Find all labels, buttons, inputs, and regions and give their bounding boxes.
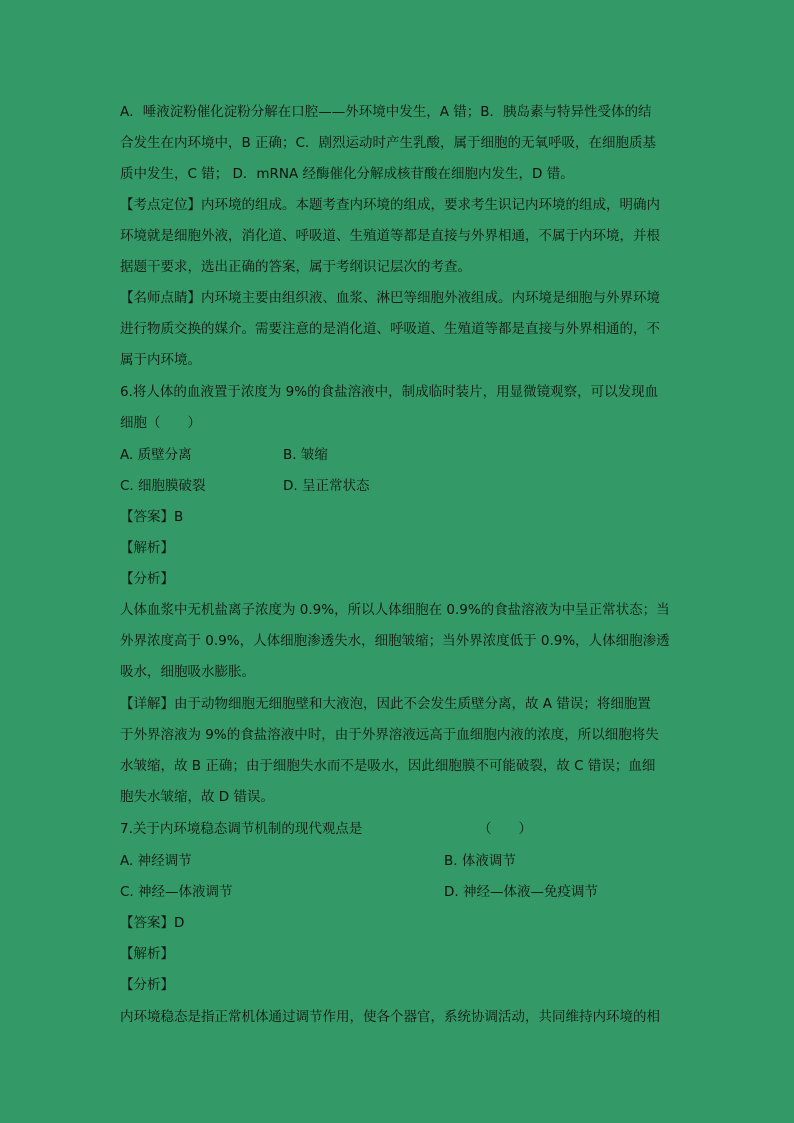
q6-fenxi-heading: 【分析】 [120,571,174,587]
q6-option-a: A. 质壁分离 [120,447,192,463]
q7-option-c: C. 神经—体液调节 [120,884,233,900]
q7-option-b: B. 体液调节 [444,853,516,869]
q7-stem: 7.关于内环境稳态调节机制的现代观点是 [120,821,363,837]
q6-stem-line: 细胞（ ） [120,415,201,431]
q6-option-d: D. 呈正常状态 [283,478,370,494]
q5-analysis-line: 质中发生，C 错； D．mRNA 经酶催化分解成核苷酸在细胞内发生，D 错。 [120,166,574,182]
q7-jiexi-heading: 【解析】 [120,946,174,962]
q5-kaodian-line: 【考点定位】内环境的组成。本题考查内环境的组成，要求考生识记内环境的组成，明确内 [120,197,660,213]
q7-fenxi-heading: 【分析】 [120,977,174,993]
q6-xiangjie-line: 水皱缩，故 B 正确；由于细胞失水而不是吸水，因此细胞膜不可能破裂，故 C 错误；血细 [120,758,656,774]
q5-mingshi-line: 进行物质交换的媒介。需要注意的是消化道、呼吸道、生殖道等都是直接与外界相通的，不 [120,321,660,337]
q5-kaodian-line: 据题干要求，选出正确的答案，属于考纲识记层次的考查。 [120,259,471,275]
q7-option-a: A. 神经调节 [120,853,192,869]
q7-answer: 【答案】D [120,915,185,931]
q6-fenxi-line: 外界浓度高于 0.9%，人体细胞渗透失水，细胞皱缩；当外界浓度低于 0.9%，人体细胞渗透 [120,633,670,649]
q6-xiangjie-line: 【详解】由于动物细胞无细胞壁和大液泡，因此不会发生质壁分离，故 A 错误；将细胞置 [120,696,651,712]
q6-answer: 【答案】B [120,509,184,525]
q6-stem-line: 6.将人体的血液置于浓度为 9%的食盐溶液中，制成临时装片，用显微镜观察，可以发现血 [120,384,659,400]
q7-answer-paren: （ ） [478,821,532,837]
q7-fenxi-line: 内环境稳态是指正常机体通过调节作用，使各个器官，系统协调活动，共同维持内环境的相 [120,1009,660,1025]
q5-analysis-line: 合发生在内环境中，B 正确；C．剧烈运动时产生乳酸，属于细胞的无氧呼吸，在细胞质基 [120,135,656,151]
q5-mingshi-line: 【名师点睛】内环境主要由组织液、血浆、淋巴等细胞外液组成。内环境是细胞与外界环境 [120,290,660,306]
q5-analysis-line: A．唾液淀粉催化淀粉分解在口腔——外环境中发生，A 错；B．胰岛素与特异性受体的结 [120,104,652,120]
q6-xiangjie-line: 于外界溶液为 9%的食盐溶液中时，由于外界溶液远高于血细胞内液的浓度，所以细胞将失 [120,727,659,743]
q6-fenxi-line: 吸水，细胞吸水膨胀。 [120,664,255,680]
q6-fenxi-line: 人体血浆中无机盐离子浓度为 0.9%，所以人体细胞在 0.9%的食盐溶液为中呈正常状态；当 [120,602,670,618]
q6-xiangjie-line: 胞失水皱缩，故 D 错误。 [120,789,274,805]
q5-kaodian-line: 环境就是细胞外液，消化道、呼吸道、生殖道等都是直接与外界相通，不属于内环境，并根 [120,228,660,244]
q7-option-d: D. 神经—体液—免疫调节 [444,884,598,900]
q6-option-c: C. 细胞膜破裂 [120,478,206,494]
q6-jiexi-heading: 【解析】 [120,540,174,556]
q6-option-b: B. 皱缩 [283,447,328,463]
q5-mingshi-line: 属于内环境。 [120,352,201,368]
